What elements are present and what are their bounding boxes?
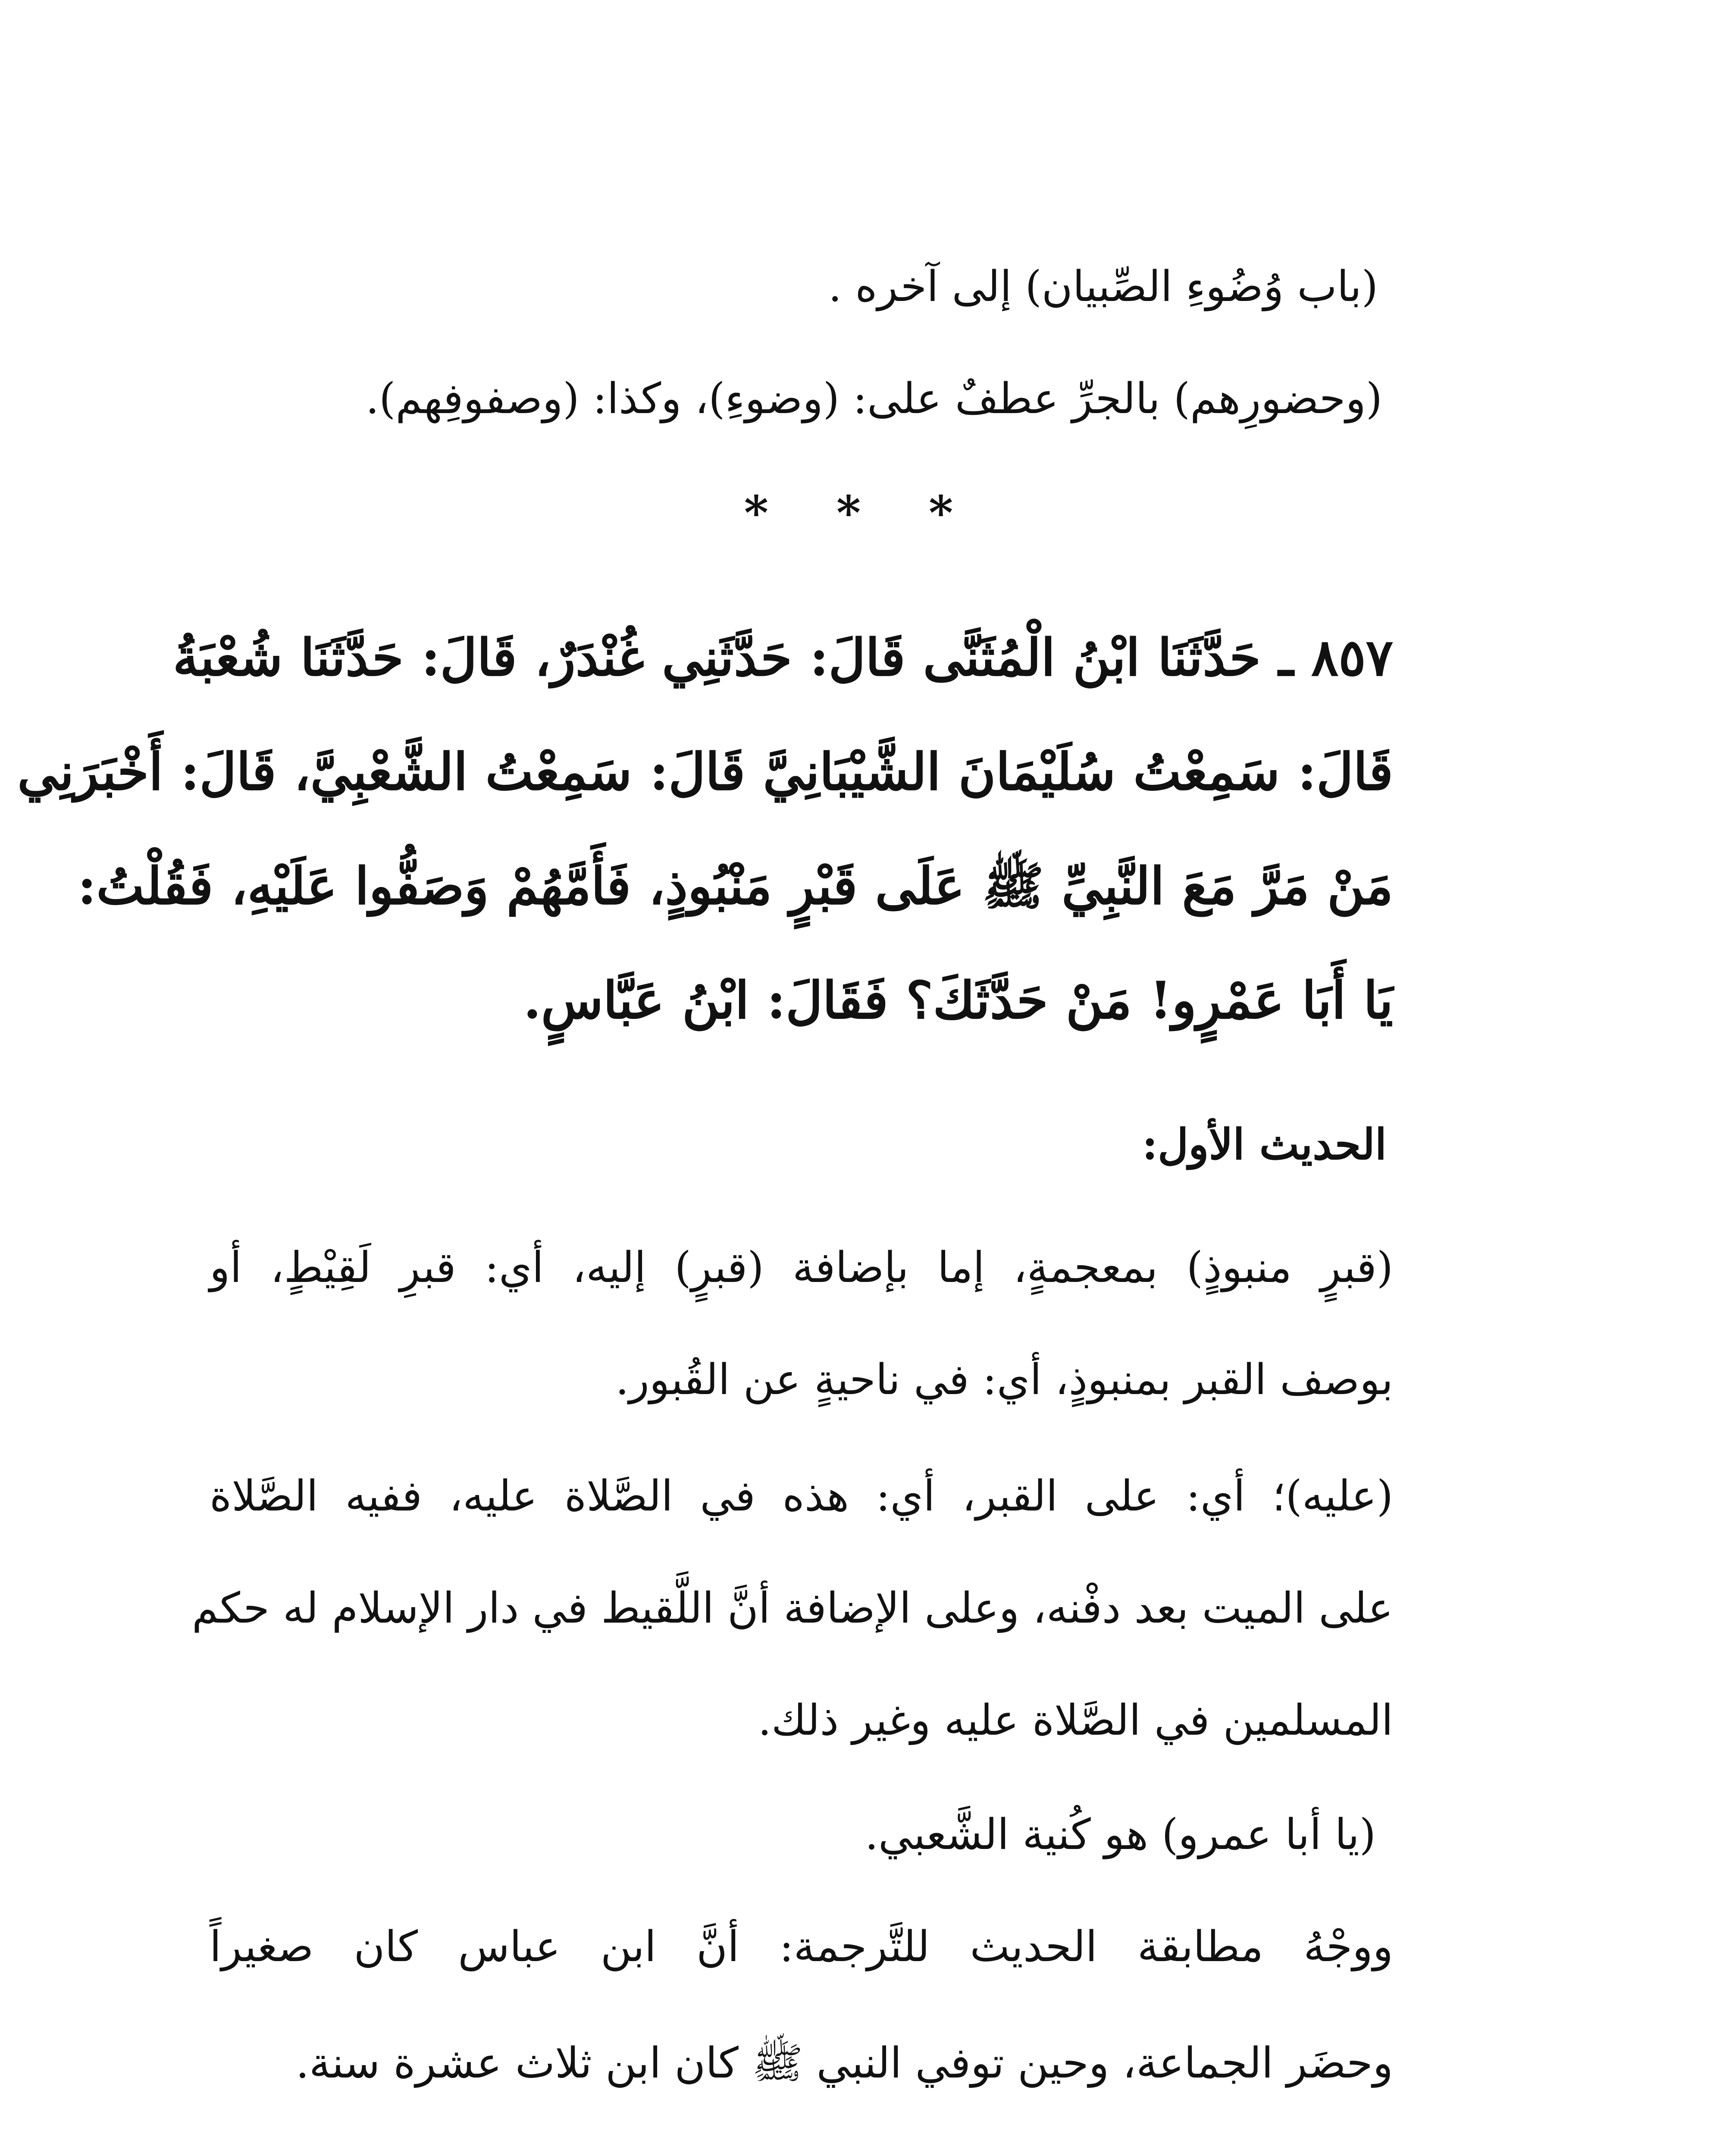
commentary-text-2: (قبرٍ منبوذٍ) بمعجمةٍ، إما بإضافة (قبرٍ) إليه، أي: قبرِ لَقِيْطٍ، أو [210, 1243, 1393, 1292]
commentary-line-2 [210, 1240, 1393, 1296]
chapter-heading-text: (باب وُضُوءِ الصِّبيان) إلى آخره . [828, 262, 1378, 311]
section-heading [205, 1117, 1387, 1173]
commentary-text-5: على الميت بعد دفْنه، وعلى الإضافة أنَّ اللَّقيط في دار الإسلام له حكم [191, 1584, 1393, 1633]
hadith-text-4: يَا أَبَا عَمْرٍو! مَنْ حَدَّثَكَ؟ فَقَالَ: ابْنُ عَبَّاسٍ. [523, 970, 1393, 1030]
commentary-line-3 [212, 1352, 1393, 1408]
commentary-text-7: (يا أبا عمرو) هو كُنية الشَّعبي. [865, 1810, 1376, 1859]
commentary-text-1: (وحضورِهم) بالجرِّ عطفٌ على: (وضوءِ)، وكذا: (وصفوفِهم). [366, 374, 1382, 423]
commentary-line-5 [191, 1580, 1393, 1636]
commentary-line-1 [201, 371, 1382, 427]
commentary-line-8 [210, 1919, 1393, 1975]
commentary-line-9 [212, 2035, 1393, 2091]
chapter-heading-line [197, 259, 1378, 315]
hadith-line-3 [77, 856, 1393, 916]
commentary-text-3: بوصف القبر بمنبوذٍ، أي: في ناحيةٍ عن القُبور. [615, 1355, 1393, 1404]
hadith-text-3: مَنْ مَرَّ مَعَ النَّبِيِّ ﷺ عَلَى قَبْرٍ مَنْبُوذٍ، فَأَمَّهُمْ وَصَفُّوا عَلَيْهِ، فَقُلْتُ: [77, 856, 1393, 916]
hadith-line-1 [172, 627, 1393, 687]
hadith-line-4 [212, 972, 1393, 1028]
separator-top: * * * [744, 486, 979, 540]
section-heading-text: الحديث الأول: [1142, 1120, 1387, 1169]
commentary-text-8: ووجْهُ مطابقة الحديث للتَّرجمة: أنَّ ابن عباس كان صغيراً [210, 1922, 1393, 1971]
commentary-text-4: (عليه)؛ أي: على القبر، أي: هذه في الصَّلاة عليه، ففيه الصَّلاة [210, 1472, 1393, 1521]
commentary-line-7 [194, 1807, 1376, 1863]
commentary-text-9: وحضَر الجماعة، وحين توفي النبي ﷺ كان ابن ثلاث عشرة سنة. [295, 2039, 1393, 2088]
hadith-text-1: ٨٥٧ ـ حَدَّثَنَا ابْنُ الْمُثَنَّى قَالَ: حَدَّثَنِي غُنْدَرٌ، قَالَ: حَدَّثَنَا شُعْبَةُ [172, 627, 1393, 687]
commentary-line-4 [210, 1468, 1393, 1524]
hadith-text-2: قَالَ: سَمِعْتُ سُلَيْمَانَ الشَّيْبَانِيَّ قَالَ: سَمِعْتُ الشَّعْبِيَّ، قَالَ: أَخْبَرَنِي [17, 742, 1393, 802]
commentary-line-6 [212, 1692, 1393, 1749]
hadith-line-2 [17, 742, 1393, 802]
commentary-text-6: المسلمين في الصَّلاة عليه وغير ذلك. [758, 1696, 1393, 1745]
